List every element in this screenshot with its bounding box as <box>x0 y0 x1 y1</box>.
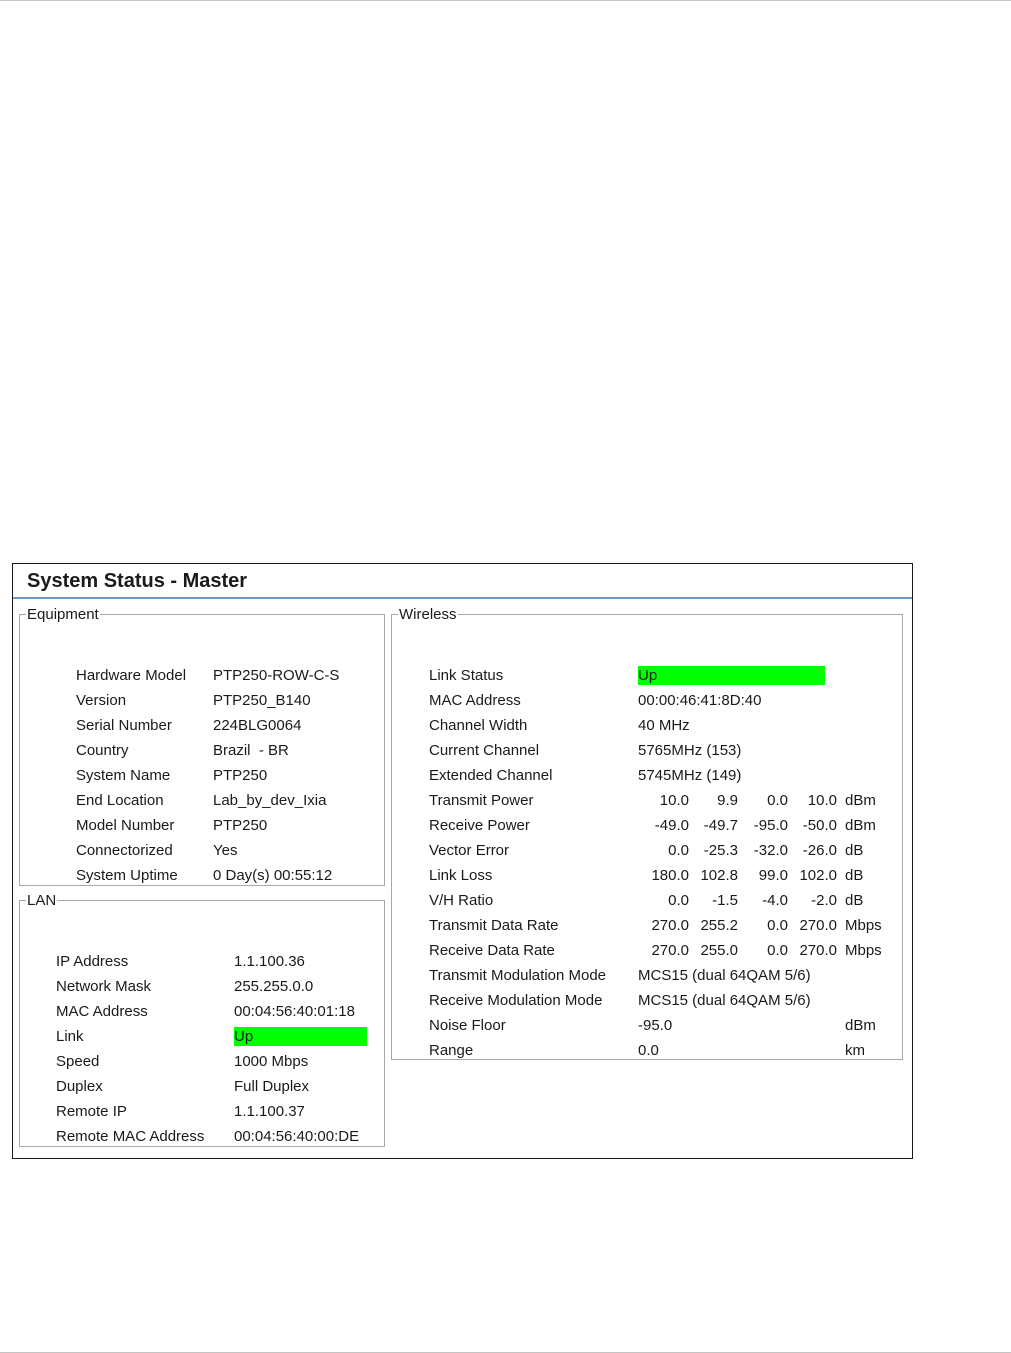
panel-title: System Status - Master <box>27 570 248 592</box>
value-unit: dBm <box>845 1017 876 1034</box>
value-col-4: -50.0 <box>802 817 837 834</box>
value-col-2: 255.2 <box>700 917 738 934</box>
wireless-row-range <box>429 1039 899 1063</box>
value-col-2: 9.9 <box>717 792 738 809</box>
value-unit: Mbps <box>845 942 882 959</box>
wireless-row-noise-floor <box>429 1014 899 1038</box>
wireless-legend: Wireless <box>399 606 457 623</box>
row-value: 5765MHz (153) <box>638 742 742 759</box>
row-value: 224BLG0064 <box>213 717 302 734</box>
row-label: Channel Width <box>429 717 528 734</box>
equipment-row-end-location <box>76 789 376 813</box>
row-label: Version <box>76 692 127 709</box>
equipment-row-serial-number <box>76 714 376 738</box>
page-top-rule <box>0 0 1011 1</box>
lan-row-link <box>56 1025 376 1049</box>
row-label: Link <box>56 1028 84 1045</box>
equipment-row-hardware-model <box>76 664 376 688</box>
value-col-2: -25.3 <box>703 842 738 859</box>
value-col-1: 0.0 <box>668 892 689 909</box>
wireless-group <box>391 606 903 1060</box>
wireless-row-current-channel <box>429 739 899 763</box>
value-col-3: 99.0 <box>758 867 788 884</box>
row-label: Receive Data Rate <box>429 942 555 959</box>
row-value: 00:00:46:41:8D:40 <box>638 692 762 709</box>
lan-row-remote-mac-address <box>56 1125 376 1149</box>
row-label: System Name <box>76 767 171 784</box>
title-rule <box>13 597 912 599</box>
value-col-3: -4.0 <box>762 892 788 909</box>
row-value: 5745MHz (149) <box>638 767 742 784</box>
row-value: 1000 Mbps <box>234 1053 309 1070</box>
row-value: PTP250 <box>213 767 268 784</box>
wireless-row-extended-channel <box>429 764 899 788</box>
row-value: 40 MHz <box>638 717 690 734</box>
value-col-4: -26.0 <box>802 842 837 859</box>
value-col-3: 0.0 <box>767 792 788 809</box>
wireless-row-vh-ratio <box>429 889 899 913</box>
lan-group <box>19 892 385 1147</box>
row-label: MAC Address <box>429 692 521 709</box>
value-unit: dB <box>845 842 864 859</box>
row-label: Network Mask <box>56 978 152 995</box>
row-value: Lab_by_dev_Ixia <box>213 792 327 809</box>
value-col-1: 0.0 <box>668 842 689 859</box>
equipment-row-system-uptime <box>76 864 376 888</box>
row-label: Serial Number <box>76 717 172 734</box>
equipment-group <box>19 606 385 886</box>
row-label: Duplex <box>56 1078 103 1095</box>
row-value: 0.0 <box>638 1042 659 1059</box>
value-col-1: 180.0 <box>651 867 689 884</box>
lan-row-mac-address <box>56 1000 376 1024</box>
equipment-row-model-number <box>76 814 376 838</box>
row-label: IP Address <box>56 953 129 970</box>
row-label: Current Channel <box>429 742 540 759</box>
row-label: Transmit Power <box>429 792 534 809</box>
value-col-3: 0.0 <box>767 917 788 934</box>
value-col-4: 270.0 <box>799 917 837 934</box>
row-label: Link Loss <box>429 867 493 884</box>
row-value: PTP250-ROW-C-S <box>213 667 340 684</box>
value-col-1: -49.0 <box>654 817 689 834</box>
value-col-3: 0.0 <box>767 942 788 959</box>
wireless-row-channel-width <box>429 714 899 738</box>
row-label: Extended Channel <box>429 767 553 784</box>
row-label: Vector Error <box>429 842 510 859</box>
link-status-badge: Up <box>638 666 825 685</box>
value-unit: Mbps <box>845 917 882 934</box>
wireless-row-link-status <box>429 664 899 688</box>
value-col-4: 10.0 <box>807 792 837 809</box>
row-label: System Uptime <box>76 867 178 884</box>
row-label: V/H Ratio <box>429 892 494 909</box>
row-value: 00:04:56:40:01:18 <box>234 1003 355 1020</box>
row-value: 1.1.100.36 <box>234 953 305 970</box>
row-value: PTP250 <box>213 817 268 834</box>
row-value: 0 Day(s) 00:55:12 <box>213 867 333 884</box>
equipment-row-system-name <box>76 764 376 788</box>
row-value: 1.1.100.37 <box>234 1103 305 1120</box>
wireless-row-mac-address <box>429 689 899 713</box>
value-col-2: -49.7 <box>703 817 738 834</box>
row-value: MCS15 (dual 64QAM 5/6) <box>638 967 811 984</box>
value-col-1: 10.0 <box>659 792 689 809</box>
row-label: MAC Address <box>56 1003 148 1020</box>
value-col-1: 270.0 <box>651 917 689 934</box>
row-label: Transmit Modulation Mode <box>429 967 607 984</box>
row-label: End Location <box>76 792 164 809</box>
wireless-row-receive-modulation-mode <box>429 989 899 1013</box>
row-label: Transmit Data Rate <box>429 917 559 934</box>
value-col-2: 255.0 <box>700 942 738 959</box>
row-value: Brazil - BR <box>213 742 289 759</box>
wireless-row-transmit-data-rate <box>429 914 899 938</box>
value-col-4: -2.0 <box>811 892 837 909</box>
equipment-row-version <box>76 689 376 713</box>
row-value: Yes <box>213 842 238 859</box>
system-status-panel <box>12 563 913 1159</box>
value-col-3: -32.0 <box>753 842 788 859</box>
value-col-2: 102.8 <box>700 867 738 884</box>
row-label: Remote IP <box>56 1103 127 1120</box>
equipment-row-connectorized <box>76 839 376 863</box>
value-col-2: -1.5 <box>712 892 738 909</box>
lan-legend: LAN <box>27 892 57 909</box>
lan-row-network-mask <box>56 975 376 999</box>
row-value: MCS15 (dual 64QAM 5/6) <box>638 992 811 1009</box>
value-col-1: 270.0 <box>651 942 689 959</box>
value-unit: dB <box>845 892 864 909</box>
equipment-row-country <box>76 739 376 763</box>
row-label: Link Status <box>429 667 504 684</box>
row-label: Model Number <box>76 817 175 834</box>
value-col-4: 102.0 <box>799 867 837 884</box>
row-value: 00:04:56:40:00:DE <box>234 1128 360 1145</box>
wireless-row-receive-data-rate <box>429 939 899 963</box>
value-col-3: -95.0 <box>753 817 788 834</box>
equipment-legend: Equipment <box>27 606 99 623</box>
row-value: 255.255.0.0 <box>234 978 314 995</box>
row-value: -95.0 <box>638 1017 673 1034</box>
row-label: Speed <box>56 1053 100 1070</box>
lan-row-ip-address <box>56 950 376 974</box>
row-value: PTP250_B140 <box>213 692 311 709</box>
lan-row-remote-ip <box>56 1100 376 1124</box>
wireless-row-link-loss <box>429 864 899 888</box>
row-value: Full Duplex <box>234 1078 310 1095</box>
value-unit: dB <box>845 867 864 884</box>
lan-row-speed <box>56 1050 376 1074</box>
wireless-row-transmit-modulation-mode <box>429 964 899 988</box>
row-label: Noise Floor <box>429 1017 506 1034</box>
wireless-row-transmit-power <box>429 789 899 813</box>
wireless-row-receive-power <box>429 814 899 838</box>
value-unit: dBm <box>845 817 876 834</box>
row-label: Country <box>76 742 129 759</box>
link-status-badge: Up <box>234 1027 367 1046</box>
row-label: Hardware Model <box>76 667 187 684</box>
row-label: Connectorized <box>76 842 173 859</box>
row-label: Receive Modulation Mode <box>429 992 603 1009</box>
value-unit: dBm <box>845 792 876 809</box>
lan-row-duplex <box>56 1075 376 1099</box>
row-label: Remote MAC Address <box>56 1128 205 1145</box>
row-label: Range <box>429 1042 474 1059</box>
row-label: Receive Power <box>429 817 530 834</box>
value-col-4: 270.0 <box>799 942 837 959</box>
wireless-row-vector-error <box>429 839 899 863</box>
value-unit: km <box>845 1042 865 1059</box>
